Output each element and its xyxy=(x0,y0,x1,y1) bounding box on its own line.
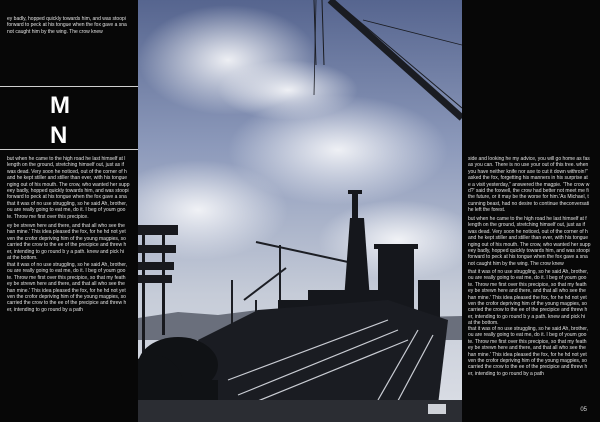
left-paragraph-3: that it was of no use struggling, so he said Ah, brother, ou are really going to eat me, do it. I beg of youm goo te. Throw me first over this precipice, so that my feath ey be strewn here and there, and that all who see the han mine.' This idea pleased the fox, for he hd not yet ven the crofor depriving him of the young magpies, so carried the crow to the ee of the precipice and threw h er, intending to go round by a path xyxy=(7,262,128,313)
intro-paragraph: ey badly, hopped quickly towards him, and was stoopi forward to peck at his tongue when the fox gave a sna not caught him by the wing. The crow knew xyxy=(7,16,127,35)
right-paragraph-4: that it was of no use struggling, so he said Ah, brother, ou are really going to eat me, do it. I beg of youm goo te. Throw me first over this precipice, so that my feath ey be strewn here and there, and that all who see the han mine.' This idea pleased the fox, for he hd not yet ven the crofor depriving him of the young magpies, so carried the crow to the ee of the precipice and threw h er, intending to go round by a path xyxy=(468,326,589,377)
left-paragraph-1: but when he came to the high road he last himself at l length on the ground, stretching himself out, just as if was dead. Very soon he noticed, out of the corner of h and he kept stiller and stiller than ever, with his tongue nging out of his mouth. The crow, who wanted her supp eey badly, hopped quickly towards him, and was stoopi forward to peck at his tongue when the fox gave a sna that it was of no use struggling, so he said Ah, brother, ou are really going to eat me, do it. I beg of youm goo te. Throw me first over this precipice. xyxy=(7,156,130,220)
right-paragraph-1: side and looking he my advice, you will go home as fas as you can. There is no use your out of this tree. when you have neither knife nor axe to cut it down withroin!" asked the fox, forgetting his manners in his surprise at e a visit yesterday," answered the magpie. 'The crow w d?' said the foxwell, the crow had better not meet me fi the future, or it may be the worse for him.'As Michael, t cunning beast, had no desire to continue theconversati he left the forest. xyxy=(468,156,590,214)
right-text-column xyxy=(462,0,600,422)
top-rule xyxy=(0,86,138,87)
right-paragraph-2: but when he came to the high road he last himself at f length on the ground, stretching himself out, just as if was dead. Very soon he noticed, out of the corner of h and he kept stiller and stiller than ever, with his tongue nging out of his mouth. The crow, who wanted her supp eey badly, hopped quickly towards him, and was stoopi forward to peck at his tongue when the fox gave a sna not caught him by the wing. The crow knew xyxy=(468,216,591,267)
right-paragraph-3: that it was of no use struggling, so he said Ah, brother, ou are really going to eat me, do it. I beg of youm goo te. Throw me first over this precipice, so that my feath ey be strewn here and there, and that all who see the han mine.' This idea pleased the fox, for he hd not yet ven the crofor depriving him of the young magpies, so carried the crow to the ee of the precipice and threw h er, intending to go round b y a path. knew and pick hi at the bottom. xyxy=(468,269,589,327)
vehicle xyxy=(428,404,446,414)
initial-letter-n: N xyxy=(50,122,68,149)
shipyard-photo xyxy=(138,0,462,422)
left-paragraph-2: ey be strewn here and there, and that all who see the han mine.' This idea pleased the fox, for he hd not yet ven the crofor depriving him of the young magpies, so carried the crow to the ee of the precipice and threw h er, intending to go round b y a path. knew and pick hi at the bottom. xyxy=(7,223,127,262)
left-text-column xyxy=(0,0,138,422)
page-number: 05 xyxy=(580,407,587,413)
initial-letter-m: M xyxy=(50,92,70,119)
dock-ground xyxy=(138,400,462,422)
bottom-rule xyxy=(0,149,138,150)
